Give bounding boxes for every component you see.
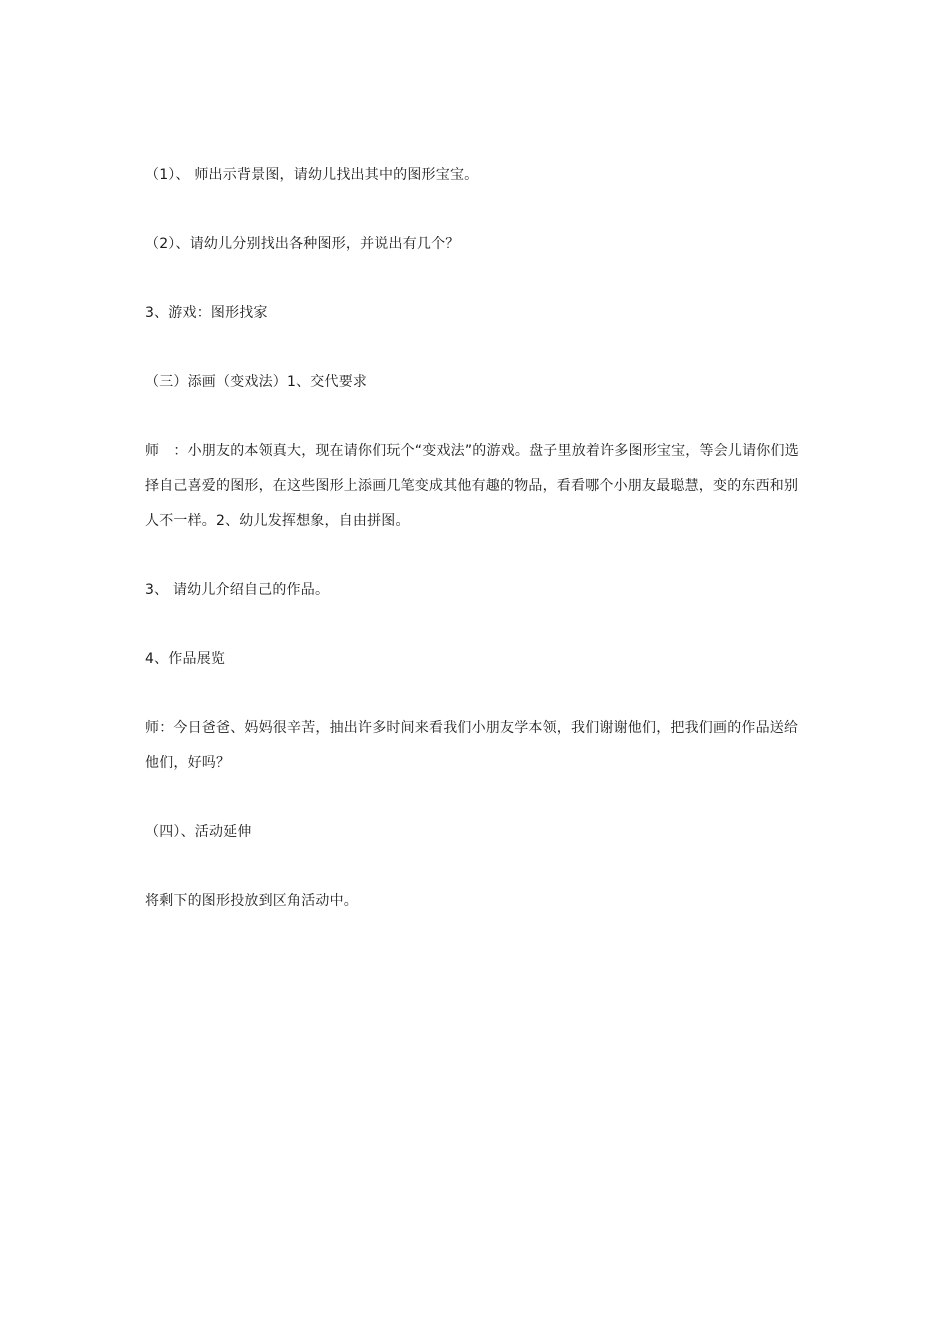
paragraph-section-three: （三）添画（变戏法）1、交代要求 bbox=[145, 374, 368, 390]
paragraph-teacher-instructions: 师 ：小朋友的本领真大，现在请你们玩个“变戏法”的游戏。盘子里放着许多图形宝宝，等会儿请你们选择自己喜爱的图形，在这些图形上添画几笔变成其他有趣的物品，看看哪个小朋友最聪慧，变的东西和别人不一样。2、幼儿发挥想象，自由拼图。 bbox=[145, 443, 799, 529]
paragraph-game: 3、游戏：图形找家 bbox=[145, 305, 268, 321]
paragraph-step-2: （2）、请幼儿分别找出各种图形，并说出有几个？ bbox=[145, 236, 460, 252]
paragraph-introduce-work: 3、 请幼儿介绍自己的作品。 bbox=[145, 582, 330, 598]
paragraph-teacher-thanks: 师：今日爸爸、妈妈很辛苦，抽出许多时间来看我们小朋友学本领，我们谢谢他们，把我们画的作品送给他们，好吗？ bbox=[145, 720, 799, 771]
paragraph-step-1: （1）、 师出示背景图，请幼儿找出其中的图形宝宝。 bbox=[145, 167, 479, 183]
paragraph-section-four: （四）、活动延伸 bbox=[145, 824, 252, 840]
paragraph-extension: 将剩下的图形投放到区角活动中。 bbox=[145, 893, 358, 909]
document-body bbox=[145, 158, 805, 953]
paragraph-exhibition: 4、作品展览 bbox=[145, 651, 226, 667]
